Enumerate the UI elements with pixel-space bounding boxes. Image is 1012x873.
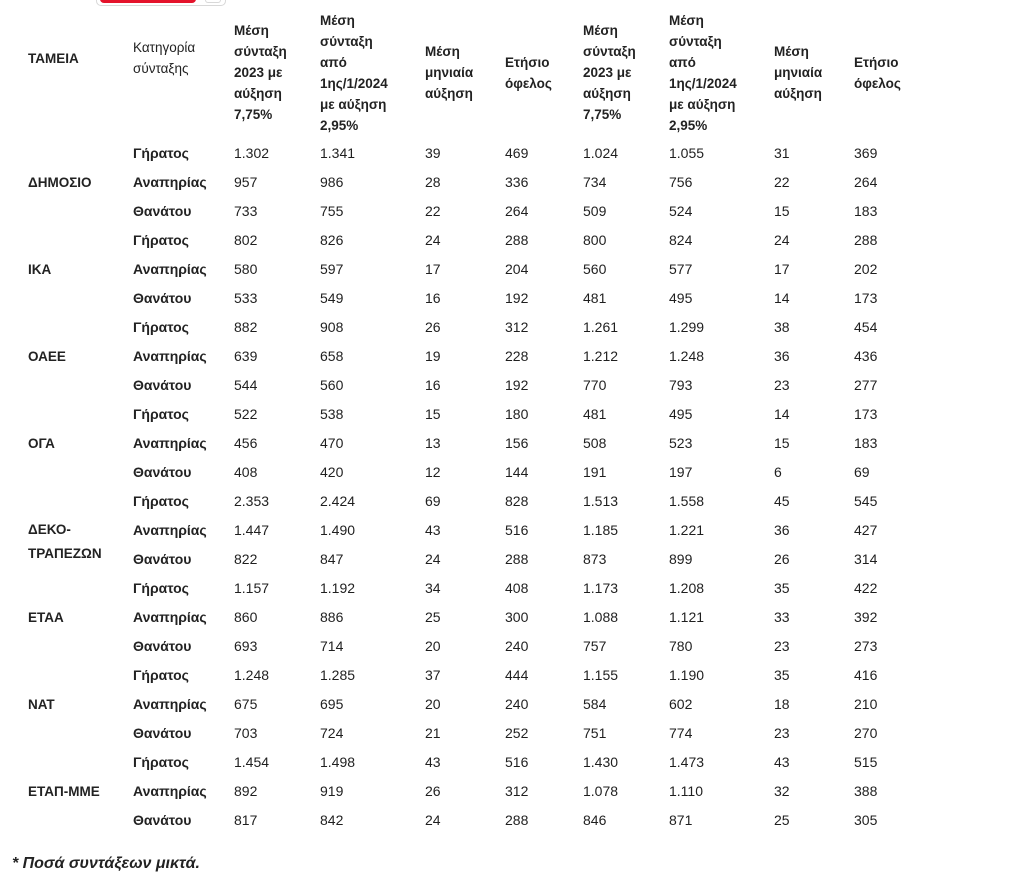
category-cell: Γήρατος bbox=[133, 493, 189, 509]
value-cell: 20 bbox=[425, 696, 441, 712]
header-pension-2024-left: Μέση σύνταξη από 1ης/1/2024 με αύξηση 2,95% bbox=[320, 13, 388, 133]
category-cell: Αναπηρίας bbox=[133, 174, 207, 190]
value-cell: 714 bbox=[320, 638, 344, 654]
table-row bbox=[0, 546, 1012, 575]
value-cell: 817 bbox=[234, 812, 258, 828]
table-row bbox=[0, 343, 1012, 372]
value-cell: 516 bbox=[505, 522, 529, 538]
value-cell: 24 bbox=[425, 551, 441, 567]
category-cell: Γήρατος bbox=[133, 406, 189, 422]
value-cell: 1.192 bbox=[320, 580, 356, 596]
fund-name: ΕΤΑΠ-ΜΜΕ bbox=[28, 784, 100, 799]
table-row bbox=[0, 488, 1012, 517]
value-cell: 202 bbox=[854, 261, 878, 277]
value-cell: 43 bbox=[425, 754, 441, 770]
value-cell: 1.341 bbox=[320, 145, 356, 161]
category-cell: Γήρατος bbox=[133, 319, 189, 335]
value-cell: 1.261 bbox=[583, 319, 619, 335]
value-cell: 751 bbox=[583, 725, 607, 741]
fund-name: ΟΑΕΕ bbox=[28, 349, 66, 364]
value-cell: 32 bbox=[774, 783, 790, 799]
value-cell: 703 bbox=[234, 725, 258, 741]
value-cell: 13 bbox=[425, 435, 441, 451]
value-cell: 892 bbox=[234, 783, 258, 799]
value-cell: 1.024 bbox=[583, 145, 619, 161]
category-cell: Γήρατος bbox=[133, 754, 189, 770]
value-cell: 35 bbox=[774, 667, 790, 683]
table-row bbox=[0, 256, 1012, 285]
value-cell: 695 bbox=[320, 696, 344, 712]
value-cell: 1.078 bbox=[583, 783, 619, 799]
value-cell: 36 bbox=[774, 348, 790, 364]
table-row bbox=[0, 401, 1012, 430]
value-cell: 277 bbox=[854, 377, 878, 393]
category-cell: Γήρατος bbox=[133, 667, 189, 683]
value-cell: 957 bbox=[234, 174, 258, 190]
header-pension-2023-right: Μέση σύνταξη 2023 με αύξηση 7,75% bbox=[583, 23, 636, 122]
value-cell: 312 bbox=[505, 319, 529, 335]
category-cell: Θανάτου bbox=[133, 812, 192, 828]
value-cell: 495 bbox=[669, 290, 693, 306]
value-cell: 38 bbox=[774, 319, 790, 335]
value-cell: 252 bbox=[505, 725, 529, 741]
value-cell: 12 bbox=[425, 464, 441, 480]
value-cell: 183 bbox=[854, 203, 878, 219]
category-cell: Θανάτου bbox=[133, 551, 192, 567]
value-cell: 1.121 bbox=[669, 609, 705, 625]
value-cell: 824 bbox=[669, 232, 693, 248]
value-cell: 43 bbox=[774, 754, 790, 770]
value-cell: 18 bbox=[774, 696, 790, 712]
value-cell: 33 bbox=[774, 609, 790, 625]
fund-name: ΙΚΑ bbox=[28, 262, 52, 277]
fund-name: ΕΤΑΑ bbox=[28, 610, 64, 625]
table-row bbox=[0, 169, 1012, 198]
category-cell: Θανάτου bbox=[133, 725, 192, 741]
value-cell: 828 bbox=[505, 493, 529, 509]
value-cell: 288 bbox=[505, 232, 529, 248]
value-cell: 15 bbox=[425, 406, 441, 422]
header-category: Κατηγορία σύνταξης bbox=[133, 40, 196, 76]
table-row bbox=[0, 227, 1012, 256]
header-pension-2024-right: Μέση σύνταξη από 1ης/1/2024 με αύξηση 2,95% bbox=[669, 13, 737, 133]
category-cell: Αναπηρίας bbox=[133, 261, 207, 277]
table-row bbox=[0, 140, 1012, 169]
category-cell: Αναπηρίας bbox=[133, 609, 207, 625]
value-cell: 1.055 bbox=[669, 145, 705, 161]
header-pension-2023-left: Μέση σύνταξη 2023 με αύξηση 7,75% bbox=[234, 23, 287, 122]
value-cell: 549 bbox=[320, 290, 344, 306]
value-cell: 822 bbox=[234, 551, 258, 567]
value-cell: 860 bbox=[234, 609, 258, 625]
value-cell: 597 bbox=[320, 261, 344, 277]
value-cell: 1.157 bbox=[234, 580, 270, 596]
value-cell: 508 bbox=[583, 435, 607, 451]
value-cell: 495 bbox=[669, 406, 693, 422]
header-fund: ΤΑΜΕΙΑ bbox=[28, 51, 79, 66]
table-row bbox=[0, 459, 1012, 488]
table-row bbox=[0, 285, 1012, 314]
value-cell: 180 bbox=[505, 406, 529, 422]
value-cell: 1.248 bbox=[234, 667, 270, 683]
value-cell: 23 bbox=[774, 377, 790, 393]
value-cell: 538 bbox=[320, 406, 344, 422]
table-row bbox=[0, 778, 1012, 807]
value-cell: 675 bbox=[234, 696, 258, 712]
value-cell: 1.447 bbox=[234, 522, 270, 538]
value-cell: 1.208 bbox=[669, 580, 705, 596]
fund-name: ΔΕΚΟ- ΤΡΑΠΕΖΩΝ bbox=[28, 522, 102, 561]
table-row bbox=[0, 517, 1012, 546]
value-cell: 69 bbox=[425, 493, 441, 509]
value-cell: 1.299 bbox=[669, 319, 705, 335]
value-cell: 734 bbox=[583, 174, 607, 190]
value-cell: 908 bbox=[320, 319, 344, 335]
value-cell: 416 bbox=[854, 667, 878, 683]
table-row bbox=[0, 662, 1012, 691]
header-monthly-right: Μέση μηνιαία αύξηση bbox=[774, 44, 823, 101]
fund-name: ΝΑΤ bbox=[28, 697, 55, 712]
value-cell: 1.221 bbox=[669, 522, 705, 538]
value-cell: 1.185 bbox=[583, 522, 619, 538]
value-cell: 780 bbox=[669, 638, 693, 654]
value-cell: 173 bbox=[854, 406, 878, 422]
value-cell: 1.302 bbox=[234, 145, 270, 161]
value-cell: 560 bbox=[320, 377, 344, 393]
value-cell: 36 bbox=[774, 522, 790, 538]
value-cell: 882 bbox=[234, 319, 258, 335]
value-cell: 314 bbox=[854, 551, 878, 567]
category-cell: Αναπηρίας bbox=[133, 348, 207, 364]
value-cell: 469 bbox=[505, 145, 529, 161]
value-cell: 264 bbox=[505, 203, 529, 219]
value-cell: 1.513 bbox=[583, 493, 619, 509]
value-cell: 37 bbox=[425, 667, 441, 683]
value-cell: 847 bbox=[320, 551, 344, 567]
value-cell: 899 bbox=[669, 551, 693, 567]
table-row bbox=[0, 749, 1012, 778]
table-row bbox=[0, 198, 1012, 227]
value-cell: 509 bbox=[583, 203, 607, 219]
value-cell: 516 bbox=[505, 754, 529, 770]
value-cell: 524 bbox=[669, 203, 693, 219]
value-cell: 204 bbox=[505, 261, 529, 277]
value-cell: 192 bbox=[505, 290, 529, 306]
value-cell: 846 bbox=[583, 812, 607, 828]
value-cell: 826 bbox=[320, 232, 344, 248]
value-cell: 34 bbox=[425, 580, 441, 596]
category-cell: Θανάτου bbox=[133, 377, 192, 393]
value-cell: 26 bbox=[425, 783, 441, 799]
table-row bbox=[0, 633, 1012, 662]
value-cell: 240 bbox=[505, 696, 529, 712]
value-cell: 392 bbox=[854, 609, 878, 625]
value-cell: 919 bbox=[320, 783, 344, 799]
value-cell: 420 bbox=[320, 464, 344, 480]
value-cell: 658 bbox=[320, 348, 344, 364]
value-cell: 15 bbox=[774, 435, 790, 451]
value-cell: 580 bbox=[234, 261, 258, 277]
value-cell: 19 bbox=[425, 348, 441, 364]
value-cell: 733 bbox=[234, 203, 258, 219]
value-cell: 144 bbox=[505, 464, 529, 480]
value-cell: 1.558 bbox=[669, 493, 705, 509]
value-cell: 1.110 bbox=[669, 783, 703, 799]
value-cell: 873 bbox=[583, 551, 607, 567]
value-cell: 639 bbox=[234, 348, 258, 364]
value-cell: 288 bbox=[854, 232, 878, 248]
value-cell: 228 bbox=[505, 348, 529, 364]
value-cell: 602 bbox=[669, 696, 693, 712]
table-row bbox=[0, 430, 1012, 459]
value-cell: 1.285 bbox=[320, 667, 356, 683]
value-cell: 1.155 bbox=[583, 667, 619, 683]
value-cell: 1.212 bbox=[583, 348, 619, 364]
value-cell: 481 bbox=[583, 406, 607, 422]
value-cell: 22 bbox=[425, 203, 441, 219]
value-cell: 192 bbox=[505, 377, 529, 393]
value-cell: 17 bbox=[425, 261, 441, 277]
value-cell: 544 bbox=[234, 377, 258, 393]
value-cell: 288 bbox=[505, 812, 529, 828]
value-cell: 2.424 bbox=[320, 493, 356, 509]
value-cell: 871 bbox=[669, 812, 693, 828]
value-cell: 454 bbox=[854, 319, 878, 335]
table-row bbox=[0, 604, 1012, 633]
value-cell: 757 bbox=[583, 638, 607, 654]
value-cell: 25 bbox=[774, 812, 790, 828]
value-cell: 24 bbox=[425, 232, 441, 248]
value-cell: 197 bbox=[669, 464, 693, 480]
fund-name: ΟΓΑ bbox=[28, 436, 55, 451]
value-cell: 24 bbox=[774, 232, 790, 248]
value-cell: 22 bbox=[774, 174, 790, 190]
value-cell: 693 bbox=[234, 638, 258, 654]
table-header bbox=[0, 0, 1012, 140]
value-cell: 16 bbox=[425, 290, 441, 306]
value-cell: 191 bbox=[583, 464, 607, 480]
value-cell: 388 bbox=[854, 783, 878, 799]
value-cell: 577 bbox=[669, 261, 693, 277]
value-cell: 756 bbox=[669, 174, 693, 190]
category-cell: Θανάτου bbox=[133, 290, 192, 306]
value-cell: 173 bbox=[854, 290, 878, 306]
value-cell: 470 bbox=[320, 435, 344, 451]
value-cell: 26 bbox=[425, 319, 441, 335]
table-row bbox=[0, 575, 1012, 604]
category-cell: Αναπηρίας bbox=[133, 696, 207, 712]
value-cell: 300 bbox=[505, 609, 529, 625]
value-cell: 273 bbox=[854, 638, 878, 654]
table-row bbox=[0, 691, 1012, 720]
value-cell: 800 bbox=[583, 232, 607, 248]
value-cell: 183 bbox=[854, 435, 878, 451]
table-row bbox=[0, 807, 1012, 836]
value-cell: 369 bbox=[854, 145, 878, 161]
value-cell: 35 bbox=[774, 580, 790, 596]
table-row bbox=[0, 314, 1012, 343]
value-cell: 336 bbox=[505, 174, 529, 190]
value-cell: 20 bbox=[425, 638, 441, 654]
value-cell: 422 bbox=[854, 580, 878, 596]
value-cell: 264 bbox=[854, 174, 878, 190]
table-row bbox=[0, 372, 1012, 401]
category-cell: Γήρατος bbox=[133, 145, 189, 161]
value-cell: 39 bbox=[425, 145, 441, 161]
value-cell: 156 bbox=[505, 435, 529, 451]
table-row bbox=[0, 720, 1012, 749]
value-cell: 522 bbox=[234, 406, 258, 422]
value-cell: 584 bbox=[583, 696, 607, 712]
value-cell: 1.173 bbox=[583, 580, 619, 596]
value-cell: 6 bbox=[774, 464, 782, 480]
category-cell: Γήρατος bbox=[133, 580, 189, 596]
value-cell: 28 bbox=[425, 174, 441, 190]
value-cell: 15 bbox=[774, 203, 790, 219]
value-cell: 312 bbox=[505, 783, 529, 799]
value-cell: 1.454 bbox=[234, 754, 270, 770]
value-cell: 31 bbox=[774, 145, 790, 161]
value-cell: 523 bbox=[669, 435, 693, 451]
category-cell: Αναπηρίας bbox=[133, 522, 207, 538]
value-cell: 1.490 bbox=[320, 522, 356, 538]
header-monthly-left: Μέση μηνιαία αύξηση bbox=[425, 44, 474, 101]
footnote: * Ποσά συντάξεων μικτά. bbox=[12, 855, 200, 872]
value-cell: 1.248 bbox=[669, 348, 705, 364]
category-cell: Γήρατος bbox=[133, 232, 189, 248]
value-cell: 408 bbox=[234, 464, 258, 480]
value-cell: 793 bbox=[669, 377, 693, 393]
value-cell: 770 bbox=[583, 377, 607, 393]
value-cell: 755 bbox=[320, 203, 344, 219]
value-cell: 270 bbox=[854, 725, 878, 741]
value-cell: 456 bbox=[234, 435, 258, 451]
category-cell: Θανάτου bbox=[133, 203, 192, 219]
value-cell: 240 bbox=[505, 638, 529, 654]
value-cell: 25 bbox=[425, 609, 441, 625]
value-cell: 210 bbox=[854, 696, 878, 712]
value-cell: 1.430 bbox=[583, 754, 619, 770]
value-cell: 23 bbox=[774, 725, 790, 741]
value-cell: 560 bbox=[583, 261, 607, 277]
header-annual-right: Ετήσιο όφελος bbox=[854, 55, 901, 91]
value-cell: 16 bbox=[425, 377, 441, 393]
value-cell: 802 bbox=[234, 232, 258, 248]
value-cell: 1.498 bbox=[320, 754, 356, 770]
value-cell: 886 bbox=[320, 609, 344, 625]
value-cell: 288 bbox=[505, 551, 529, 567]
category-cell: Αναπηρίας bbox=[133, 783, 207, 799]
value-cell: 26 bbox=[774, 551, 790, 567]
value-cell: 427 bbox=[854, 522, 878, 538]
value-cell: 408 bbox=[505, 580, 529, 596]
value-cell: 986 bbox=[320, 174, 344, 190]
value-cell: 23 bbox=[774, 638, 790, 654]
table-body bbox=[0, 140, 1012, 836]
value-cell: 545 bbox=[854, 493, 878, 509]
value-cell: 436 bbox=[854, 348, 878, 364]
value-cell: 24 bbox=[425, 812, 441, 828]
value-cell: 43 bbox=[425, 522, 441, 538]
value-cell: 17 bbox=[774, 261, 790, 277]
value-cell: 481 bbox=[583, 290, 607, 306]
value-cell: 724 bbox=[320, 725, 344, 741]
header-annual-left: Ετήσιο όφελος bbox=[505, 55, 552, 91]
value-cell: 21 bbox=[425, 725, 441, 741]
value-cell: 774 bbox=[669, 725, 693, 741]
value-cell: 444 bbox=[505, 667, 529, 683]
value-cell: 1.088 bbox=[583, 609, 619, 625]
value-cell: 1.473 bbox=[669, 754, 705, 770]
value-cell: 14 bbox=[774, 406, 790, 422]
value-cell: 69 bbox=[854, 464, 870, 480]
value-cell: 842 bbox=[320, 812, 344, 828]
value-cell: 14 bbox=[774, 290, 790, 306]
value-cell: 45 bbox=[774, 493, 790, 509]
value-cell: 305 bbox=[854, 812, 878, 828]
category-cell: Αναπηρίας bbox=[133, 435, 207, 451]
category-cell: Θανάτου bbox=[133, 638, 192, 654]
fund-name: ΔΗΜΟΣΙΟ bbox=[28, 175, 92, 190]
category-cell: Θανάτου bbox=[133, 464, 192, 480]
value-cell: 515 bbox=[854, 754, 878, 770]
value-cell: 1.190 bbox=[669, 667, 705, 683]
value-cell: 533 bbox=[234, 290, 258, 306]
value-cell: 2.353 bbox=[234, 493, 270, 509]
